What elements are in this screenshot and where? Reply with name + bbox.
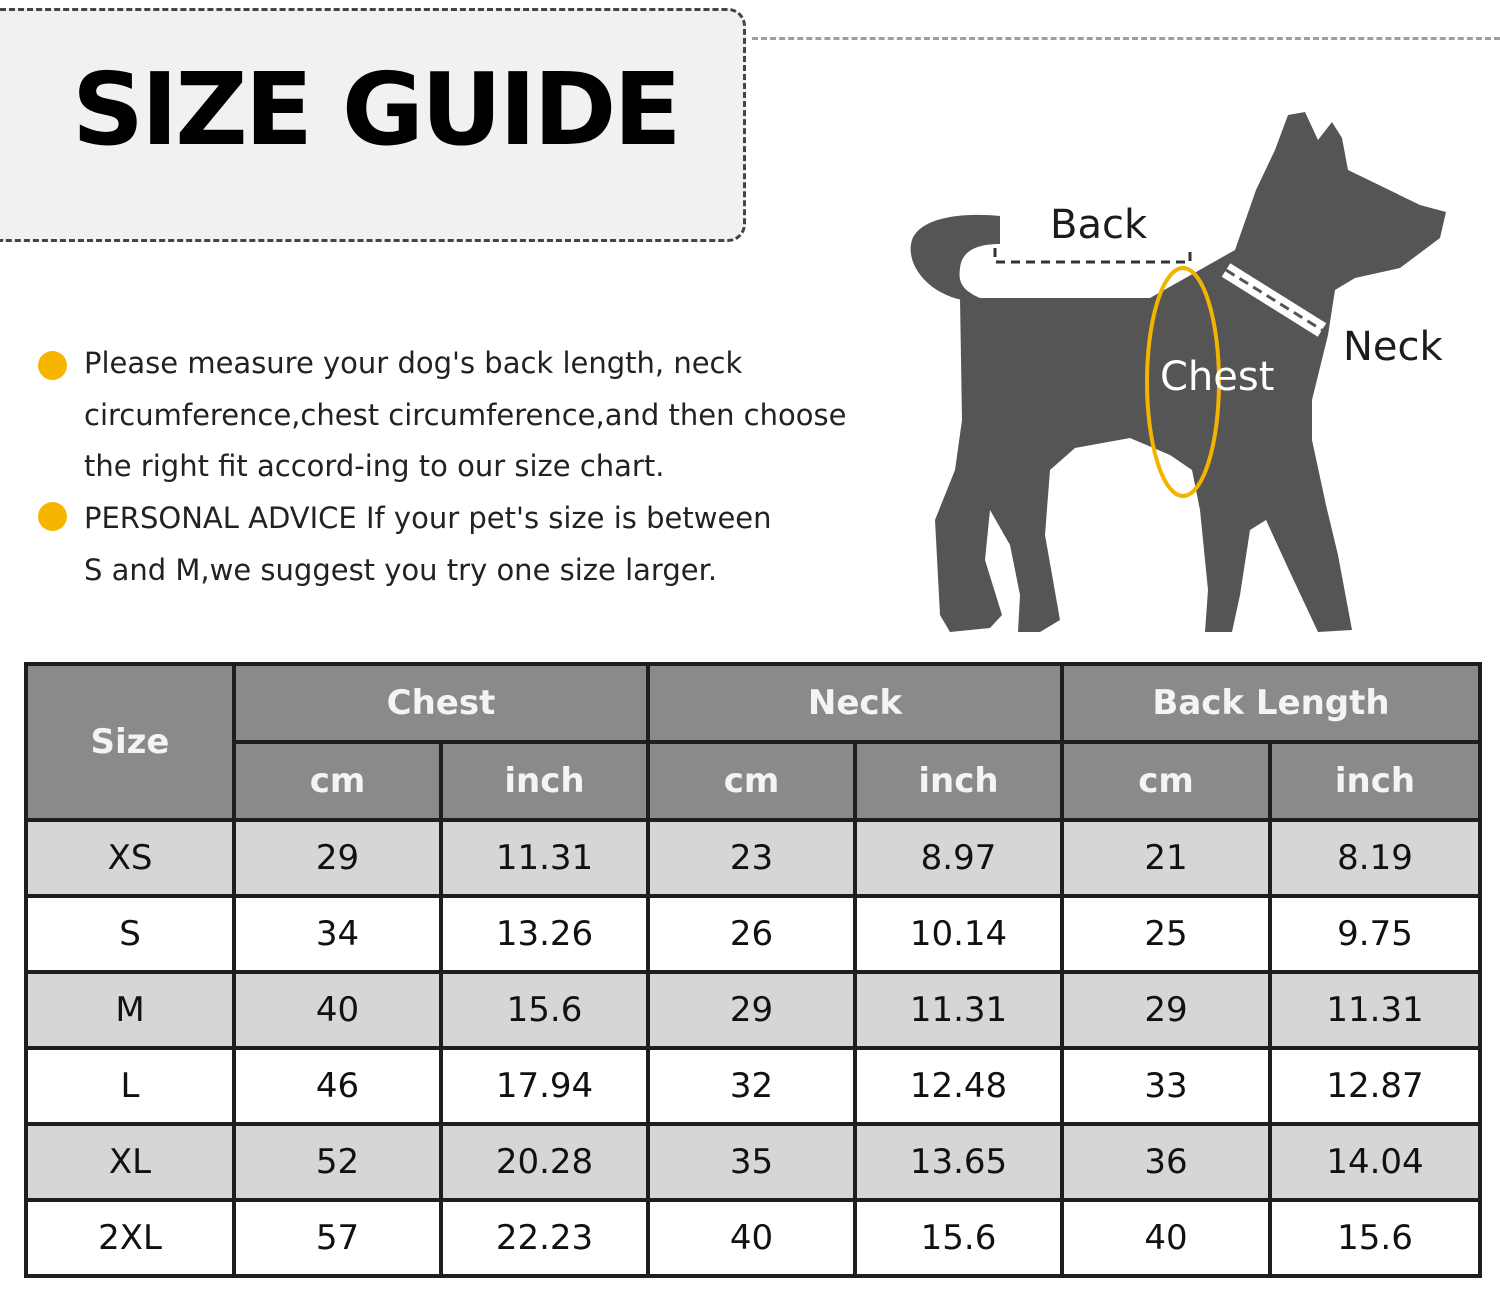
table-cell: 52 [234, 1124, 441, 1200]
unit-header: cm [648, 742, 855, 820]
table-cell: 15.6 [441, 972, 648, 1048]
page-title: SIZE GUIDE [72, 51, 679, 168]
table-cell: 33 [1062, 1048, 1270, 1124]
table-cell: 8.19 [1270, 820, 1480, 896]
table-cell: 36 [1062, 1124, 1270, 1200]
chest-group-header: Chest [234, 664, 648, 742]
table-cell: 17.94 [441, 1048, 648, 1124]
unit-header: inch [1270, 742, 1480, 820]
size-table [24, 662, 1482, 1278]
size-chart [24, 662, 1482, 1278]
table-cell: 12.48 [855, 1048, 1062, 1124]
neck-group-header: Neck [648, 664, 1062, 742]
table-cell: 35 [648, 1124, 855, 1200]
note-line: circumference,chest circumference,and then choose [84, 397, 847, 432]
size-column-header: Size [26, 664, 234, 820]
table-cell: 14.04 [1270, 1124, 1480, 1200]
table-cell: 21 [1062, 820, 1270, 896]
table-cell: 12.87 [1270, 1048, 1480, 1124]
table-cell: 15.6 [855, 1200, 1062, 1276]
divider [752, 37, 1500, 40]
note-line: PERSONAL ADVICE If your pet's size is between [84, 501, 772, 535]
bullet-icon [38, 502, 67, 531]
size-cell: S [26, 896, 234, 972]
table-cell: 29 [234, 820, 441, 896]
table-cell: 11.31 [855, 972, 1062, 1048]
table-cell: 20.28 [441, 1124, 648, 1200]
table-cell: 11.31 [1270, 972, 1480, 1048]
table-row [26, 820, 1480, 896]
chest-label: Chest [1160, 354, 1275, 400]
note-line: the right fit accord-ing to our size chart. [84, 449, 665, 483]
unit-header: cm [1062, 742, 1270, 820]
bullet-icon [38, 351, 67, 380]
table-row [26, 972, 1480, 1048]
table-row [26, 1124, 1480, 1200]
unit-header: inch [855, 742, 1062, 820]
table-cell: 32 [648, 1048, 855, 1124]
table-row [26, 896, 1480, 972]
note-line: Please measure your dog's back length, neck [84, 346, 743, 380]
size-cell: XS [26, 820, 234, 896]
table-cell: 46 [234, 1048, 441, 1124]
size-cell: L [26, 1048, 234, 1124]
table-cell: 15.6 [1270, 1200, 1480, 1276]
table-cell: 26 [648, 896, 855, 972]
table-cell: 25 [1062, 896, 1270, 972]
table-row [26, 1048, 1480, 1124]
table-cell: 13.65 [855, 1124, 1062, 1200]
back-length-group-header: Back Length [1062, 664, 1480, 742]
neck-label: Neck [1343, 324, 1443, 370]
size-cell: M [26, 972, 234, 1048]
dog-tail [911, 215, 1000, 300]
table-cell: 57 [234, 1200, 441, 1276]
note-line: S and M,we suggest you try one size larger. [84, 552, 718, 587]
unit-header: inch [441, 742, 648, 820]
table-cell: 11.31 [441, 820, 648, 896]
table-cell: 34 [234, 896, 441, 972]
size-cell: 2XL [26, 1200, 234, 1276]
table-cell: 29 [1062, 972, 1270, 1048]
table-cell: 10.14 [855, 896, 1062, 972]
back-label: Back [1050, 202, 1148, 248]
table-cell: 13.26 [441, 896, 648, 972]
table-row [26, 1200, 1480, 1276]
table-cell: 29 [648, 972, 855, 1048]
table-cell: 22.23 [441, 1200, 648, 1276]
unit-header: cm [234, 742, 441, 820]
table-cell: 23 [648, 820, 855, 896]
table-cell: 9.75 [1270, 896, 1480, 972]
table-cell: 40 [234, 972, 441, 1048]
table-cell: 8.97 [855, 820, 1062, 896]
size-cell: XL [26, 1124, 234, 1200]
table-cell: 40 [1062, 1200, 1270, 1276]
back-measure-line [995, 248, 1190, 262]
measure-note [84, 338, 884, 493]
advice-note [84, 493, 884, 596]
table-cell: 40 [648, 1200, 855, 1276]
